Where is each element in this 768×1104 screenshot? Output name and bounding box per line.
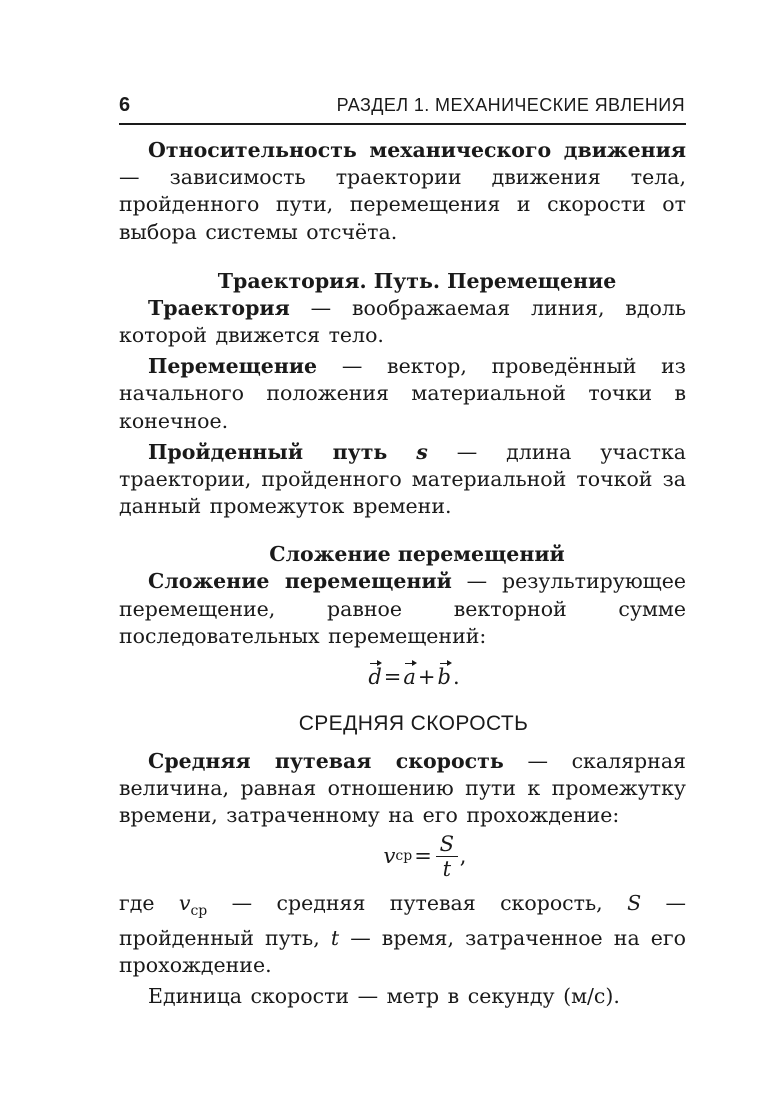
- vector-d: d: [368, 662, 381, 692]
- paragraph-legend: [119, 890, 686, 980]
- paragraph-relativity: [119, 137, 686, 246]
- header-rule: [119, 123, 686, 125]
- fraction-denominator: t: [442, 856, 452, 881]
- formula-v-subscript: ср: [395, 848, 413, 865]
- running-head: РАЗДЕЛ 1. МЕХАНИЧЕСКИЕ ЯВЛЕНИЯ: [336, 95, 685, 115]
- definition-displacement: — вектор, проведённый из начального положения материальной точки в конечное.: [119, 354, 686, 433]
- definition-addition: — результирующее перемещение, равное векторной сумме последовательных перемещений:: [119, 569, 686, 648]
- paragraph-displacement: [119, 353, 686, 435]
- term-relativity: Относительность механического движения: [148, 138, 686, 162]
- paragraph-addition: [119, 568, 686, 650]
- paragraph-trajectory: [119, 295, 686, 349]
- legend-text-3: — время, затраченное на его прохождение.: [119, 925, 686, 978]
- section-heading-average-speed: СРЕДНЯЯ СКОРОСТЬ: [298, 712, 529, 736]
- equals-sign: =: [383, 665, 402, 690]
- page-header: [119, 92, 685, 122]
- definition-average-speed: — скалярная величина, равная отношению пути к промежутку времени, затраченному на его прохождение:: [119, 749, 686, 828]
- fraction-numerator: S: [439, 831, 454, 856]
- subheading-addition: Сложение перемещений: [269, 542, 565, 567]
- vector-b: b: [438, 662, 451, 692]
- legend-v: v: [178, 890, 191, 915]
- term-path: Пройденный путь: [148, 439, 388, 464]
- paragraph-path: [119, 439, 686, 521]
- page-content: [119, 137, 686, 1011]
- symbol-path: s: [416, 439, 428, 464]
- paragraph-unit: Единица скорости — метр в секунду (м/с).: [148, 984, 620, 1009]
- paragraph-average-speed: [119, 748, 686, 830]
- legend-text-1: — средняя путевая скорость,: [207, 890, 628, 915]
- definition-relativity: — зависимость траектории движения тела, пройденного пути, перемещения и скорости от выбора системы отсчёта.: [119, 165, 686, 244]
- plus-sign: +: [417, 665, 436, 690]
- page-number: 6: [119, 94, 131, 116]
- fraction: [436, 832, 458, 881]
- term-addition: Сложение перемещений: [148, 569, 452, 594]
- term-trajectory: Траектория: [148, 295, 290, 320]
- formula-v: v: [383, 844, 396, 869]
- formula-comma: ,: [459, 844, 467, 869]
- legend-v-subscript: ср: [190, 902, 208, 919]
- term-displacement: Перемещение: [148, 354, 318, 379]
- legend-S: S: [627, 890, 642, 915]
- formula-average-speed: [119, 832, 686, 890]
- term-average-speed: Средняя путевая скорость: [148, 749, 504, 774]
- vector-a: a: [403, 662, 416, 692]
- formula-vector-sum: [119, 662, 686, 692]
- formula-equals: =: [414, 844, 432, 869]
- definition-trajectory: — воображаемая линия, вдоль которой движется тело.: [119, 295, 686, 348]
- legend-text-2: — пройденный путь,: [119, 890, 686, 950]
- legend-where: где: [119, 890, 179, 915]
- subheading-trajectory: Траектория. Путь. Перемещение: [217, 268, 617, 293]
- definition-path: — длина участка траектории, пройденного материальной точкой за данный промежуток времени.: [119, 439, 687, 519]
- legend-t: t: [330, 925, 340, 950]
- formula-period: .: [452, 665, 460, 690]
